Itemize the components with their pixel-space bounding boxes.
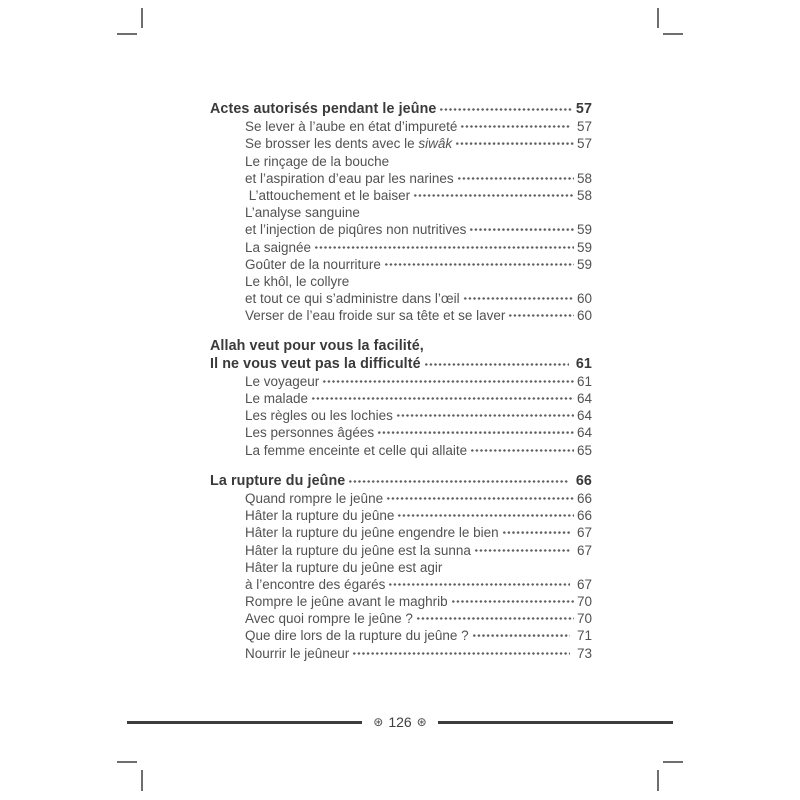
dot-leader (470, 442, 574, 459)
dot-leader (311, 390, 574, 407)
toc-entry-text: Le rinçage de la bouche (245, 153, 390, 169)
crop-mark-bottom-right-vertical (657, 770, 659, 791)
page-number: 126 (388, 714, 412, 730)
toc-entry-text: Les règles ou les lochies (245, 408, 393, 424)
toc-entry-text: Hâter la rupture du jeûne est la sunna (245, 542, 471, 558)
page-ref: 64 (576, 425, 592, 441)
page-ref: 57 (573, 119, 592, 135)
page-ref: 59 (576, 222, 592, 238)
toc-row (210, 390, 592, 407)
page-ref: 57 (575, 101, 592, 117)
toc-entry-text: Que dire lors de la rupture du jeûne ? (245, 628, 469, 644)
crop-mark-top-right-horizontal (663, 33, 683, 35)
toc-row (210, 356, 592, 373)
toc-row (210, 290, 592, 307)
crop-mark-top-left-horizontal (117, 33, 137, 35)
toc-entry-text: Le voyageur (245, 373, 320, 389)
crop-mark-top-right-vertical (657, 8, 659, 28)
page-ref: 59 (576, 256, 592, 272)
dot-leader (502, 524, 571, 541)
ornament-icon: ⊛ (373, 715, 384, 729)
toc-row (210, 307, 592, 324)
toc-row (210, 153, 592, 170)
page-ref: 66 (571, 472, 592, 489)
page-ref: 58 (576, 187, 592, 203)
dot-leader (386, 490, 574, 507)
crop-mark-bottom-left-vertical (141, 770, 143, 791)
dot-leader (348, 473, 568, 490)
toc-entry-text: et l’injection de piqûres non nutritives (245, 222, 467, 238)
toc-entry-text: Avec quoi rompre le jeûne ? (245, 611, 413, 627)
page-ref: 64 (576, 391, 592, 406)
dot-leader (457, 170, 574, 187)
table-of-contents (210, 101, 592, 676)
dot-leader (474, 542, 570, 559)
ornament-icon: ⊛ (416, 715, 427, 729)
toc-row (210, 101, 592, 118)
page-ref: 70 (576, 611, 592, 627)
toc-entry-text: La femme enceinte et celle qui allaite (245, 442, 468, 458)
toc-row (210, 239, 592, 256)
toc-row (210, 135, 592, 152)
page-ref: 58 (576, 170, 592, 186)
toc-section (210, 338, 592, 458)
toc-row (210, 256, 592, 273)
toc-entry-text: L’attouchement et le baiser (245, 187, 411, 203)
toc-entry-text: Il ne vous veut pas la difficulté (210, 355, 421, 372)
dot-leader (472, 627, 571, 644)
page-ref: 65 (576, 442, 592, 458)
toc-row (210, 373, 592, 390)
page-ref: 60 (576, 308, 592, 324)
toc-row (210, 338, 592, 355)
page-ref: 67 (573, 576, 592, 592)
crop-mark-bottom-right-horizontal (663, 761, 683, 763)
dot-leader (413, 187, 574, 204)
toc-section (210, 101, 592, 324)
folio (362, 713, 437, 733)
dot-leader (469, 221, 574, 238)
toc-section (210, 473, 592, 662)
toc-row (210, 170, 592, 187)
page-ref: 70 (576, 594, 592, 610)
toc-entry-text: Hâter la rupture du jeûne (245, 508, 395, 524)
toc-row (210, 424, 592, 441)
toc-entry-text: Hâter la rupture du jeûne est agir (245, 559, 443, 575)
toc-entry-text: Verser de l’eau froide sur sa tête et se laver (245, 308, 506, 324)
toc-entry-text: Nourrir le jeûneur (245, 645, 350, 661)
dot-leader (377, 424, 574, 441)
toc-entry-text: Actes autorisés pendant le jeûne (210, 101, 437, 117)
dot-leader (463, 290, 574, 307)
page-ref: 59 (576, 239, 592, 255)
toc-entry-text: Goûter de la nourriture (245, 256, 381, 272)
dot-leader (416, 610, 574, 627)
toc-row (210, 490, 592, 507)
dot-leader (384, 256, 574, 273)
toc-entry-text: L’analyse sanguine (245, 205, 360, 221)
toc-row (210, 187, 592, 204)
toc-row (210, 593, 592, 610)
page-footer (0, 713, 800, 733)
toc-row (210, 204, 592, 221)
page-ref: 61 (571, 355, 592, 372)
toc-entry-text: Quand rompre le jeûne (245, 490, 384, 506)
page-ref: 67 (573, 525, 592, 541)
dot-leader (451, 593, 574, 610)
toc-row (210, 442, 592, 459)
page-ref: 66 (576, 508, 592, 524)
dot-leader (388, 576, 570, 593)
toc-row (210, 576, 592, 593)
toc-entry-text: à l’encontre des égarés (245, 576, 386, 592)
page-ref: 73 (573, 645, 592, 661)
toc-row (210, 610, 592, 627)
dot-leader (460, 118, 570, 135)
page-ref: 66 (576, 490, 592, 506)
toc-entry-text: et tout ce qui s’administre dans l’œil (245, 291, 460, 307)
toc-entry-italic-term: siwâk (418, 136, 453, 152)
toc-entry-text: Rompre le jeûne avant le maghrib (245, 594, 448, 610)
toc-entry-text: La rupture du jeûne (210, 472, 346, 489)
page-ref: 60 (576, 291, 592, 307)
dot-leader (397, 507, 574, 524)
toc-entry-text: La saignée (245, 239, 312, 255)
toc-row (210, 542, 592, 559)
dot-leader (314, 239, 574, 256)
toc-entry-text: Se lever à l’aube en état d’impureté (245, 119, 458, 135)
dot-leader (439, 101, 572, 118)
toc-row (210, 524, 592, 541)
toc-row (210, 273, 592, 290)
toc-entry-text: Les personnes âgées (245, 425, 375, 441)
toc-row (210, 507, 592, 524)
toc-entry-text: Le malade (245, 391, 309, 406)
toc-entry-text: Se brosser les dents avec le siwâk (245, 136, 453, 152)
toc-entry-text: Hâter la rupture du jeûne engendre le bien (245, 525, 499, 541)
toc-row (210, 559, 592, 576)
toc-entry-text: Le khôl, le collyre (245, 273, 350, 289)
page-ref: 57 (576, 136, 592, 152)
toc-entry-text: et l’aspiration d’eau par les narines (245, 170, 454, 186)
page-ref: 67 (573, 542, 592, 558)
toc-entry-text: Allah veut pour vous la facilité, (210, 338, 424, 355)
toc-row (210, 645, 592, 662)
dot-leader (322, 373, 574, 390)
toc-row (210, 221, 592, 238)
page-ref: 71 (573, 628, 592, 644)
dot-leader (508, 307, 574, 324)
crop-mark-bottom-left-horizontal (117, 761, 137, 763)
dot-leader (424, 356, 569, 373)
toc-row (210, 118, 592, 135)
dot-leader (396, 407, 574, 424)
dot-leader (352, 645, 570, 662)
page-ref: 61 (576, 373, 592, 389)
toc-row (210, 407, 592, 424)
crop-mark-top-left-vertical (141, 8, 143, 28)
toc-row (210, 627, 592, 644)
toc-row (210, 473, 592, 490)
page-ref: 64 (576, 408, 592, 424)
dot-leader (455, 135, 574, 152)
